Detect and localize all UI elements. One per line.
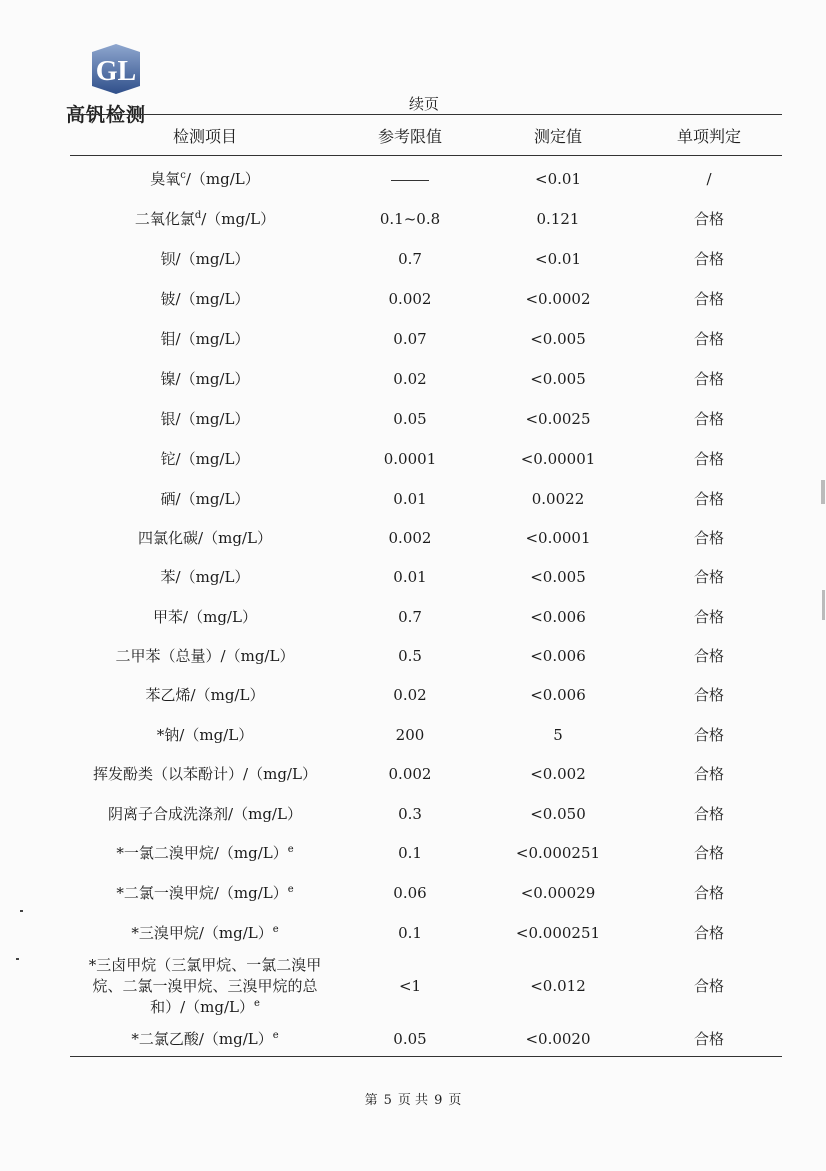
measured-value: <0.01 xyxy=(535,170,581,188)
page-footer: 第 5 页 共 9 页 xyxy=(364,1093,462,1108)
limit-value: 0.06 xyxy=(393,884,427,902)
judgement: 合格 xyxy=(693,647,724,665)
table-row xyxy=(0,567,826,587)
judgement: 合格 xyxy=(693,529,724,547)
measured-value: 0.0022 xyxy=(531,490,585,508)
item-name: *钠/（mg/L） xyxy=(156,726,254,744)
measured-value: <0.0025 xyxy=(525,410,591,428)
item-name: *三卤甲烷（三氯甲烷、一氯二溴甲 烷、二氯一溴甲烷、三溴甲烷的总 和）$/(mg/L)^e$ xyxy=(88,956,322,1016)
company-name: 高钒检测 xyxy=(66,104,147,126)
judgement: 合格 xyxy=(693,844,724,862)
judgement: 合格 xyxy=(693,290,724,308)
item-name: 钡/（mg/L） xyxy=(160,250,250,268)
item-name: *一氯二溴甲烷$/(mg/L)^e$ xyxy=(116,844,294,862)
table-row xyxy=(0,804,826,824)
item-name: *三溴甲烷$/(mg/L)^e$ xyxy=(131,924,279,942)
table-row xyxy=(0,646,826,666)
measured-value: <0.006 xyxy=(530,608,586,626)
limit-value: 0.02 xyxy=(393,370,427,388)
table-row xyxy=(0,764,826,784)
item-name: 二氧化氯$^d$/（mg/L） xyxy=(134,210,276,228)
gl-logo-icon xyxy=(88,42,144,96)
table-top-border xyxy=(70,114,782,115)
judgement: 合格 xyxy=(693,330,724,348)
measured-value: <0.000251 xyxy=(515,844,601,862)
table-row xyxy=(0,169,826,189)
item-name: *二氯一溴甲烷$/(mg/L)^e$ xyxy=(116,884,294,902)
scan-speck xyxy=(20,910,23,912)
limit-value: 0.1 xyxy=(398,924,422,942)
measured-value: <0.005 xyxy=(530,330,586,348)
header-item: 检测项目 xyxy=(172,127,237,146)
measured-value: <0.0001 xyxy=(525,529,591,547)
measured-value: 5 xyxy=(553,726,563,744)
judgement: 合格 xyxy=(693,726,724,744)
item-name: 银/（mg/L） xyxy=(160,410,250,428)
measured-value: <0.000251 xyxy=(515,924,601,942)
limit-value: 0.3 xyxy=(398,805,422,823)
item-name: 挥发酚类（以苯酚计）/（mg/L） xyxy=(93,765,317,783)
table-row xyxy=(0,1029,826,1049)
table-row xyxy=(0,923,826,943)
not-applicable-dash xyxy=(391,180,429,181)
table-row xyxy=(0,409,826,429)
table-row xyxy=(0,528,826,548)
item-name: 阴离子合成洗涤剂/（mg/L） xyxy=(108,805,302,823)
limit-value: 200 xyxy=(395,726,425,744)
limit-value: 0.0001 xyxy=(383,450,437,468)
table-row xyxy=(0,956,826,1016)
judgement: 合格 xyxy=(693,805,724,823)
header-limit: 参考限值 xyxy=(377,127,442,146)
limit-value: 0.05 xyxy=(393,1030,427,1048)
table-row xyxy=(0,209,826,229)
judgement: 合格 xyxy=(693,210,724,228)
measured-value: <0.002 xyxy=(530,765,586,783)
table-row xyxy=(0,329,826,349)
item-name: *二氯乙酸$/(mg/L)^e$ xyxy=(131,1030,279,1048)
limit-value: 0.002 xyxy=(388,529,432,547)
judgement: 合格 xyxy=(693,410,724,428)
item-name: 苯/（mg/L） xyxy=(160,568,250,586)
limit-value: 0.05 xyxy=(393,410,427,428)
table-row xyxy=(0,449,826,469)
item-name: 甲苯/（mg/L） xyxy=(153,608,257,626)
item-name: 四氯化碳/（mg/L） xyxy=(138,529,272,547)
measured-value: <0.00029 xyxy=(520,884,596,902)
item-name: 铊/（mg/L） xyxy=(160,450,250,468)
judgement: / xyxy=(706,170,712,188)
scan-speck xyxy=(16,958,19,960)
measured-value: <0.005 xyxy=(530,370,586,388)
limit-value: 0.1~0.8 xyxy=(379,210,441,228)
header-bottom-border xyxy=(70,155,782,156)
item-name: 苯乙烯/（mg/L） xyxy=(145,686,265,704)
measured-value: <0.006 xyxy=(530,686,586,704)
table-row xyxy=(0,685,826,705)
limit-value: 0.01 xyxy=(393,490,427,508)
measured-value: <0.01 xyxy=(535,250,581,268)
limit-value: 0.5 xyxy=(398,647,422,665)
measured-value: <0.005 xyxy=(530,568,586,586)
table-row xyxy=(0,607,826,627)
table-row xyxy=(0,249,826,269)
item-name: 二甲苯（总量）/（mg/L） xyxy=(115,647,295,665)
header-result: 单项判定 xyxy=(676,127,741,146)
measured-value: 0.121 xyxy=(536,210,580,228)
limit-value: 0.02 xyxy=(393,686,427,704)
limit-value: 0.01 xyxy=(393,568,427,586)
limit-value: 0.7 xyxy=(398,608,422,626)
measured-value: <0.012 xyxy=(530,977,586,995)
table-row xyxy=(0,289,826,309)
judgement: 合格 xyxy=(693,924,724,942)
continued-page-label: 续页 xyxy=(409,95,440,113)
limit-value: 0.1 xyxy=(398,844,422,862)
table-row xyxy=(0,883,826,903)
scan-edge-shadow xyxy=(821,480,825,504)
limit-value: <1 xyxy=(398,977,422,995)
table-row xyxy=(0,369,826,389)
judgement: 合格 xyxy=(693,608,724,626)
measured-value: <0.0020 xyxy=(525,1030,591,1048)
limit-value: 0.7 xyxy=(398,250,422,268)
scan-edge-shadow xyxy=(822,590,825,620)
item-name: 镍/（mg/L） xyxy=(160,370,250,388)
limit-value: 0.002 xyxy=(388,290,432,308)
company-logo xyxy=(66,42,166,124)
table-row xyxy=(0,489,826,509)
limit-value: 0.07 xyxy=(393,330,427,348)
judgement: 合格 xyxy=(693,884,724,902)
table-row xyxy=(0,843,826,863)
judgement: 合格 xyxy=(693,977,724,995)
table-row xyxy=(0,725,826,745)
item-name: 硒/（mg/L） xyxy=(160,490,250,508)
judgement: 合格 xyxy=(693,686,724,704)
judgement: 合格 xyxy=(693,765,724,783)
item-name: 钼/（mg/L） xyxy=(160,330,250,348)
measured-value: <0.006 xyxy=(530,647,586,665)
measured-value: <0.0002 xyxy=(525,290,591,308)
judgement: 合格 xyxy=(693,1030,724,1048)
judgement: 合格 xyxy=(693,250,724,268)
table-bottom-border xyxy=(70,1056,782,1057)
item-name: 铍/（mg/L） xyxy=(160,290,250,308)
item-name: 臭氧$^c$/（mg/L） xyxy=(150,170,260,188)
judgement: 合格 xyxy=(693,450,724,468)
svg-text:GL: GL xyxy=(95,56,137,87)
header-value: 测定值 xyxy=(533,127,582,146)
judgement: 合格 xyxy=(693,490,724,508)
limit-value xyxy=(340,169,480,189)
limit-value: 0.002 xyxy=(388,765,432,783)
measured-value: <0.050 xyxy=(530,805,586,823)
judgement: 合格 xyxy=(693,568,724,586)
measured-value: <0.00001 xyxy=(520,450,596,468)
judgement: 合格 xyxy=(693,370,724,388)
